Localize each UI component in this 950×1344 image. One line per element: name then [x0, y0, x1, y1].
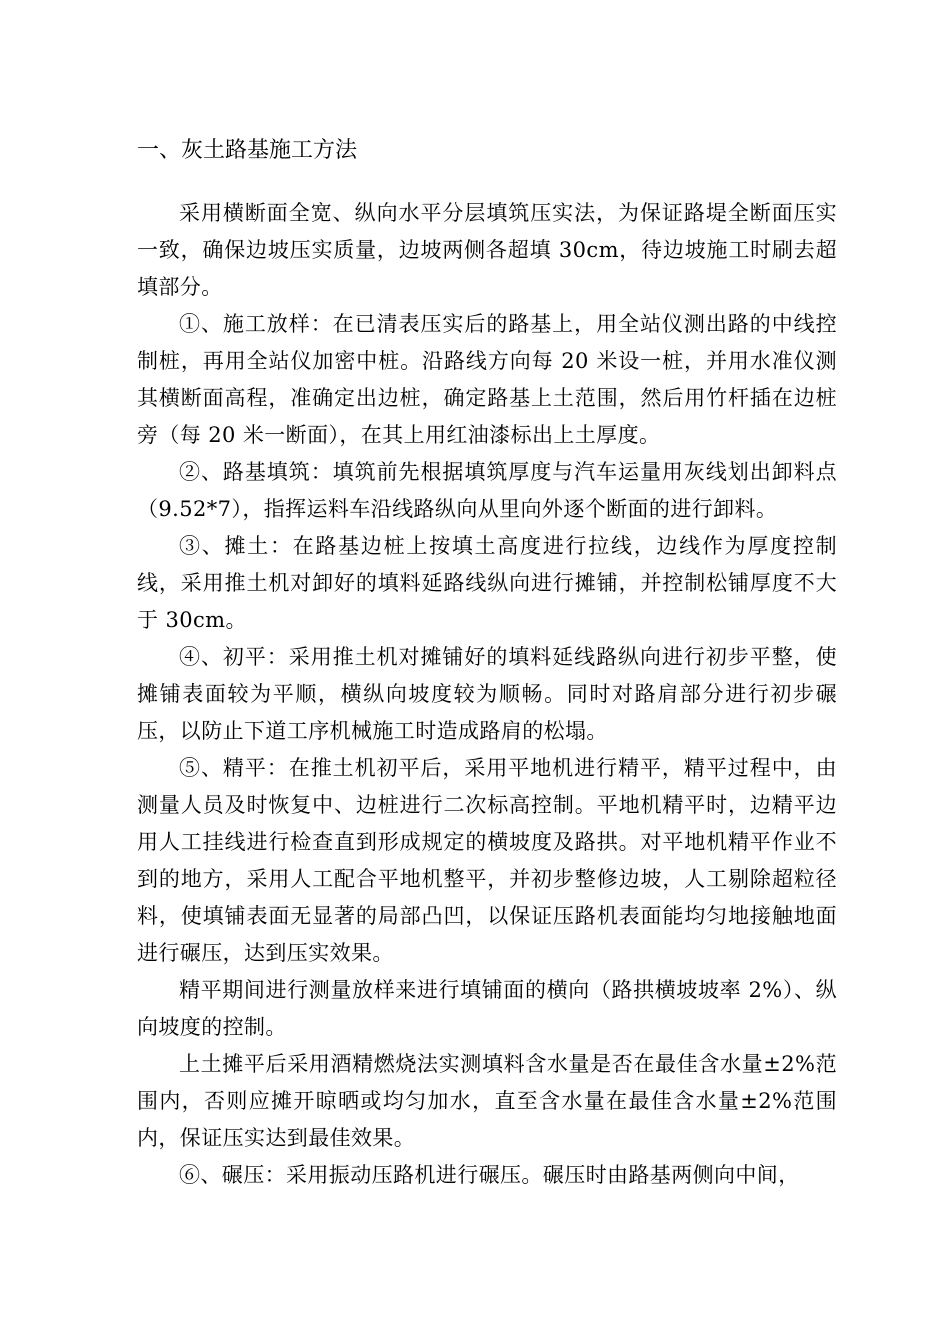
paragraph-fine-leveling: ⑤、精平：在推土机初平后，采用平地机进行精平，精平过程中，由测量人员及时恢复中、边桩进行二次标高控制。平地机精平时，边精平边用人工挂线进行检查直到形成规定的横坡度及路拱。对平地机精平作业不到的地方，采用人工配合平地机整平，并初步整修边坡，人工剔除超粒径料，使填铺表面无显著的局部凸凹，以保证压路机表面能均匀地接触地面进行碾压，达到压实效果。 [137, 756, 837, 965]
paragraph-moisture-content: 上土摊平后采用酒精燃烧法实测填料含水量是否在最佳含水量±2%范围内，否则应摊开晾晒或均匀加水，直至含水量在最佳含水量±2%范围内，保证压实达到最佳效果。 [137, 1052, 837, 1150]
section-heading: 一、灰土路基施工方法 [137, 138, 358, 163]
paragraph-survey-layout: ①、施工放样：在已清表压实后的路基上，用全站仪测出路的中线控制桩，再用全站仪加密中桩。沿路线方向每 20 米设一桩，并用水准仪测其横断面高程，准确定出边桩，确定路基上土范围，然后用竹杆插在边桩旁（每 20 米一断面），在其上用红油漆标出上土厚度。 [137, 312, 837, 447]
paragraph-spreading: ③、摊土：在路基边桩上按填土高度进行拉线，边线作为厚度控制线，采用推土机对卸好的填料延路线纵向进行摊铺，并控制松铺厚度不大于 30cm。 [137, 534, 837, 632]
paragraph-compaction: ⑥、碾压：采用振动压路机进行碾压。碾压时由路基两侧向中间， [179, 1163, 800, 1187]
paragraph-subgrade-filling: ②、路基填筑：填筑前先根据填筑厚度与汽车运量用灰线划出卸料点（9.52*7），指挥运料车沿线路纵向从里向外逐个断面的进行卸料。 [137, 460, 837, 521]
paragraph-rough-leveling: ④、初平：采用推土机对摊铺好的填料延线路纵向进行初步平整，使摊铺表面较为平顺，横纵向坡度较为顺畅。同时对路肩部分进行初步碾压，以防止下道工序机械施工时造成路肩的松塌。 [137, 645, 837, 743]
paragraph-intro: 采用横断面全宽、纵向水平分层填筑压实法，为保证路堤全断面压实一致，确保边坡压实质量，边坡两侧各超填 30cm，待边坡施工时刷去超填部分。 [137, 201, 837, 299]
paragraph-slope-control: 精平期间进行测量放样来进行填铺面的横向（路拱横坡坡率 2%）、纵向坡度的控制。 [137, 978, 837, 1039]
body-text [137, 195, 837, 1194]
